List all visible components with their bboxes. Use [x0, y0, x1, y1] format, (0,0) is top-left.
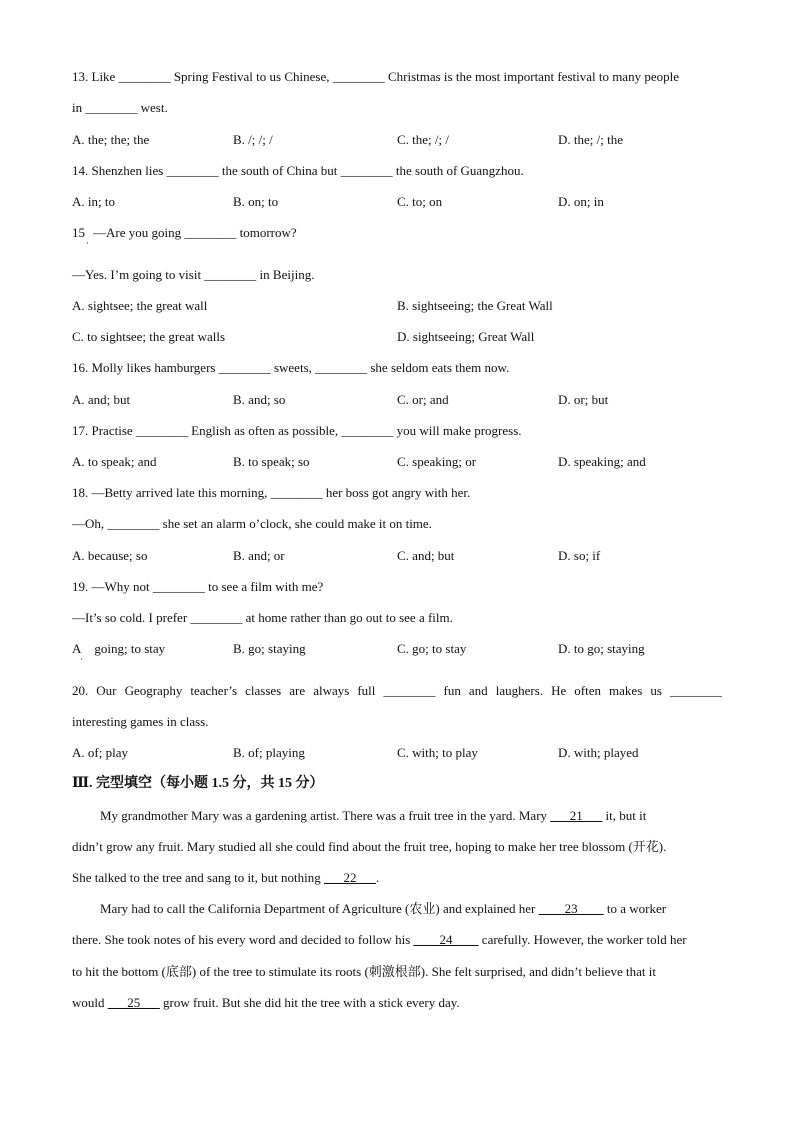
cloze-p1-line1 [72, 808, 750, 824]
q16-options [72, 392, 732, 408]
q20-option-c[interactable]: C. with; to play [397, 745, 478, 760]
cloze-blank-22[interactable]: ___22___ [324, 870, 377, 885]
q20-word: Geography [124, 683, 183, 698]
cloze-p1-line2: didn’t grow any fruit. Mary studied all she could find about the fruit tree, hoping to make her tree blossom (开花). [72, 839, 667, 854]
q19-option-b[interactable]: B. go; staying [233, 641, 306, 656]
q19-line1: 19. —Why not ________ to see a film with me? [72, 579, 324, 594]
q19-option-d[interactable]: D. to go; staying [558, 641, 645, 656]
q14-line1: 14. Shenzhen lies ________ the south of China but ________ the south of Guangzhou. [72, 163, 524, 178]
q17-options [72, 454, 732, 470]
q13-line2: in ________ west. [72, 100, 168, 115]
q17-line1: 17. Practise ________ English as often as possible, ________ you will make progress. [72, 423, 522, 438]
q14-option-b[interactable]: B. on; to [233, 194, 279, 209]
q20-word: often [574, 683, 601, 698]
cloze-text: it, but it [602, 808, 647, 823]
q14-option-d[interactable]: D. on; in [558, 194, 604, 209]
q14-options [72, 194, 732, 210]
q15-line2: —Yes. I’m going to visit ________ in Beijing. [72, 267, 315, 282]
cloze-p2-line4 [72, 995, 722, 1011]
cloze-blank-21[interactable]: ___21___ [550, 808, 603, 823]
q17-option-c[interactable]: C. speaking; or [397, 454, 477, 469]
q19-option-c[interactable]: C. go; to stay [397, 641, 467, 656]
q13-option-d[interactable]: D. the; /; the [558, 132, 623, 147]
q16-line1: 16. Molly likes hamburgers ________ sweets, ________ she seldom eats them now. [72, 360, 510, 375]
q18-option-d[interactable]: D. so; if [558, 548, 601, 563]
q20-blank: ________ [669, 683, 722, 698]
q20-line2: interesting games in class. [72, 714, 209, 729]
q15-option-a[interactable]: A. sightsee; the great wall [72, 298, 208, 313]
cloze-text: . [376, 870, 380, 885]
q20-options [72, 745, 732, 761]
q16-option-b[interactable]: B. and; so [233, 392, 286, 407]
q19-dot-mark: · [80, 654, 83, 664]
q15-number: 15 [72, 225, 85, 240]
q17-option-d[interactable]: D. speaking; and [558, 454, 646, 469]
q19-option-a[interactable] [72, 641, 165, 657]
q20-word: are [289, 683, 306, 698]
q18-line1: 18. —Betty arrived late this morning, ________ her boss got angry with her. [72, 485, 471, 500]
q13-options [72, 132, 732, 148]
cloze-p1-line3 [72, 870, 722, 886]
q20-word: fun [443, 683, 461, 698]
q20-word: and [468, 683, 488, 698]
q19-options [72, 641, 732, 657]
q18-options [72, 548, 732, 564]
q20-line1 [72, 683, 722, 699]
q13-line1: 13. Like ________ Spring Festival to us Chinese, ________ Christmas is the most important festival to many people [72, 69, 679, 84]
cloze-text: carefully. However, the worker told her [478, 932, 687, 947]
q20-word: laughers. [495, 683, 544, 698]
cloze-p2-line2 [72, 932, 722, 948]
q20-word: classes [245, 683, 282, 698]
q19-line2: —It’s so cold. I prefer ________ at home rather than go out to see a film. [72, 610, 453, 625]
q14-option-a[interactable]: A. in; to [72, 194, 115, 209]
q17-option-b[interactable]: B. to speak; so [233, 454, 310, 469]
q18-option-c[interactable]: C. and; but [397, 548, 455, 563]
cloze-blank-24[interactable]: ____24____ [413, 932, 479, 947]
q20-blank: ________ [383, 683, 436, 698]
q18-option-a[interactable]: A. because; so [72, 548, 148, 563]
q16-option-a[interactable]: A. and; but [72, 392, 131, 407]
q15-line1 [72, 225, 297, 241]
q13-option-c[interactable]: C. the; /; / [397, 132, 449, 147]
cloze-text: grow fruit. But she did hit the tree with a stick every day. [159, 995, 460, 1010]
q13-option-b[interactable]: B. /; /; / [233, 132, 273, 147]
q16-option-d[interactable]: D. or; but [558, 392, 609, 407]
cloze-blank-25[interactable]: ___25___ [107, 995, 160, 1010]
cloze-blank-23[interactable]: ____23____ [538, 901, 604, 916]
q15-dot-mark: · [86, 238, 89, 248]
q18-line2: —Oh, ________ she set an alarm o’clock, she could make it on time. [72, 516, 432, 531]
q15-options-row1 [72, 298, 732, 314]
q20-word: Our [96, 683, 117, 698]
section-3-title: Ⅲ. 完型填空（每小题 1.5 分，共 15 分） [72, 776, 324, 791]
cloze-p2-line3: to hit the bottom (底部) of the tree to stimulate its roots (刺激根部). She felt surprised, and didn’t believe that it [72, 964, 656, 979]
cloze-text: She talked to the tree and sang to it, but nothing [72, 870, 325, 885]
q15-option-b[interactable]: B. sightseeing; the Great Wall [397, 298, 553, 313]
q20-option-b[interactable]: B. of; playing [233, 745, 305, 760]
cloze-text: My grandmother Mary was a gardening artist. There was a fruit tree in the yard. Mary [100, 808, 551, 823]
q15-option-d[interactable]: D. sightseeing; Great Wall [397, 329, 535, 344]
q20-word: 20. [72, 683, 89, 698]
cloze-text: to a worker [603, 901, 667, 916]
q20-word: full [357, 683, 376, 698]
q15-options-row2 [72, 329, 732, 345]
q20-word: always [313, 683, 350, 698]
q15-question-text: —Are you going ________ tomorrow? [93, 225, 297, 240]
q20-word: teacher’s [190, 683, 238, 698]
q20-option-d[interactable]: D. with; played [558, 745, 639, 760]
q13-option-a[interactable]: A. the; the; the [72, 132, 150, 147]
cloze-text: would [72, 995, 108, 1010]
q20-word: makes [609, 683, 643, 698]
q17-option-a[interactable]: A. to speak; and [72, 454, 157, 469]
q20-word: us [650, 683, 662, 698]
q14-option-c[interactable]: C. to; on [397, 194, 443, 209]
q15-option-c[interactable]: C. to sightsee; the great walls [72, 329, 226, 344]
q16-option-c[interactable]: C. or; and [397, 392, 449, 407]
q20-word: He [551, 683, 567, 698]
q18-option-b[interactable]: B. and; or [233, 548, 285, 563]
q19-option-a-letter: A [72, 641, 82, 656]
cloze-text: Mary had to call the California Department of Agriculture (农业) and explained her [100, 901, 539, 916]
q20-option-a[interactable]: A. of; play [72, 745, 128, 760]
cloze-text: there. She took notes of his every word and decided to follow his [72, 932, 414, 947]
q19-option-a-text: going; to stay [94, 641, 166, 656]
cloze-p2-line1 [72, 901, 750, 917]
